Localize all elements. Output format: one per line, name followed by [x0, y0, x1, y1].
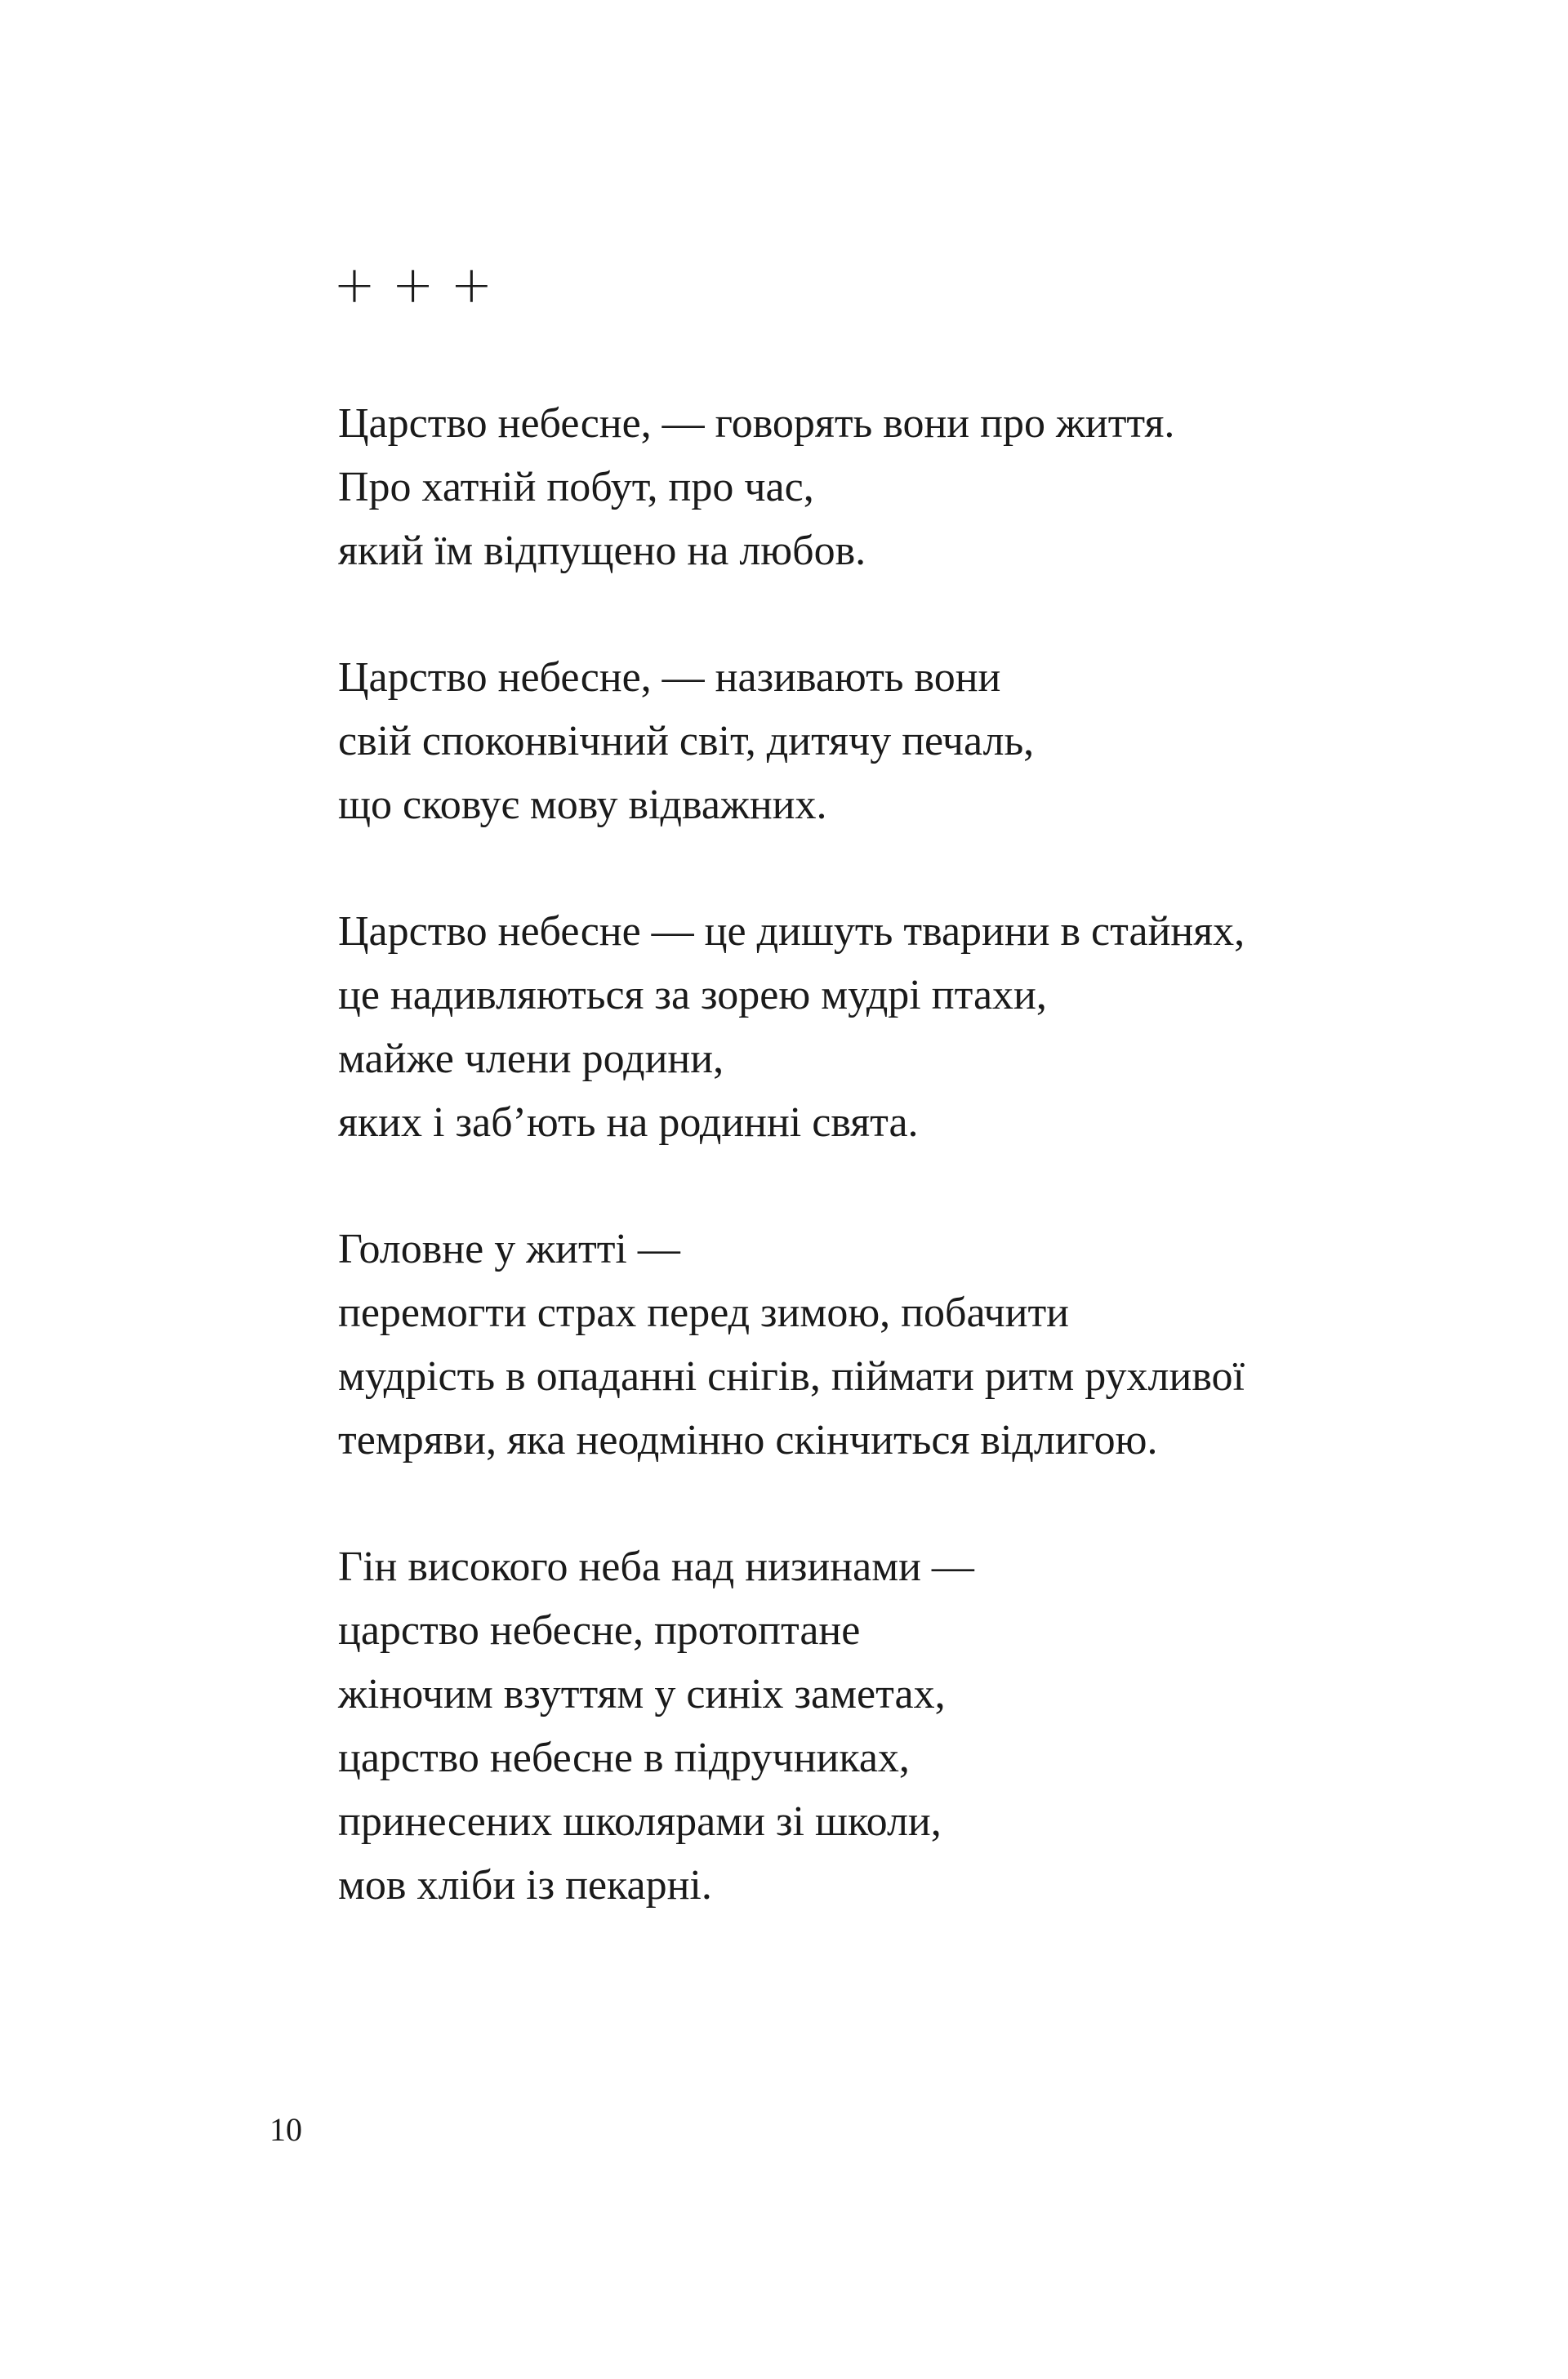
section-ornament: + + + [333, 255, 493, 314]
poem-line: принесених школярами зі школи, [338, 1798, 942, 1845]
poem-line: мов хліби із пекарні. [338, 1862, 712, 1909]
poem-line: свій споконвічний світ, дитячу печаль, [338, 718, 1035, 764]
stanza-1 [338, 392, 1400, 583]
poem-line: Царство небесне — це дишуть тварини в стайнях, [338, 908, 1245, 955]
stanza-2 [338, 646, 1400, 837]
poem-line: жіночим взуттям у синіх заметах, [338, 1671, 946, 1717]
poem-line: це надивляються за зорею мудрі птахи, [338, 972, 1047, 1018]
poem-line: Головне у житті — [338, 1226, 680, 1272]
poem-line: темряви, яка неодмінно скінчиться відлигою. [338, 1417, 1158, 1463]
poem-line: мудрість в опаданні снігів, піймати ритм рухливої [338, 1353, 1245, 1400]
poem-line: яких і заб’ють на родинні свята. [338, 1099, 919, 1146]
poem-line: Царство небесне, — називають вони [338, 654, 1001, 701]
poem-line: перемогти страх перед зимою, побачити [338, 1290, 1069, 1336]
poem-line: царство небесне, протоптане [338, 1607, 861, 1654]
page-number: 10 [270, 2111, 302, 2148]
poem-line: що сковує мову відважних. [338, 782, 827, 828]
poem-line: Гін високого неба над низинами — [338, 1544, 974, 1590]
poem-line: царство небесне в підручниках, [338, 1735, 910, 1781]
poem-line: який їм відпущено на любов. [338, 528, 866, 574]
stanza-3 [338, 900, 1400, 1155]
poem-line: майже члени родини, [338, 1036, 724, 1082]
stanza-5 [338, 1535, 1400, 1918]
poem-line: Царство небесне, — говорять вони про життя. [338, 400, 1175, 447]
poem-line: Про хатній побут, про час, [338, 464, 814, 510]
stanza-4 [338, 1218, 1400, 1472]
poem [338, 392, 1400, 1980]
